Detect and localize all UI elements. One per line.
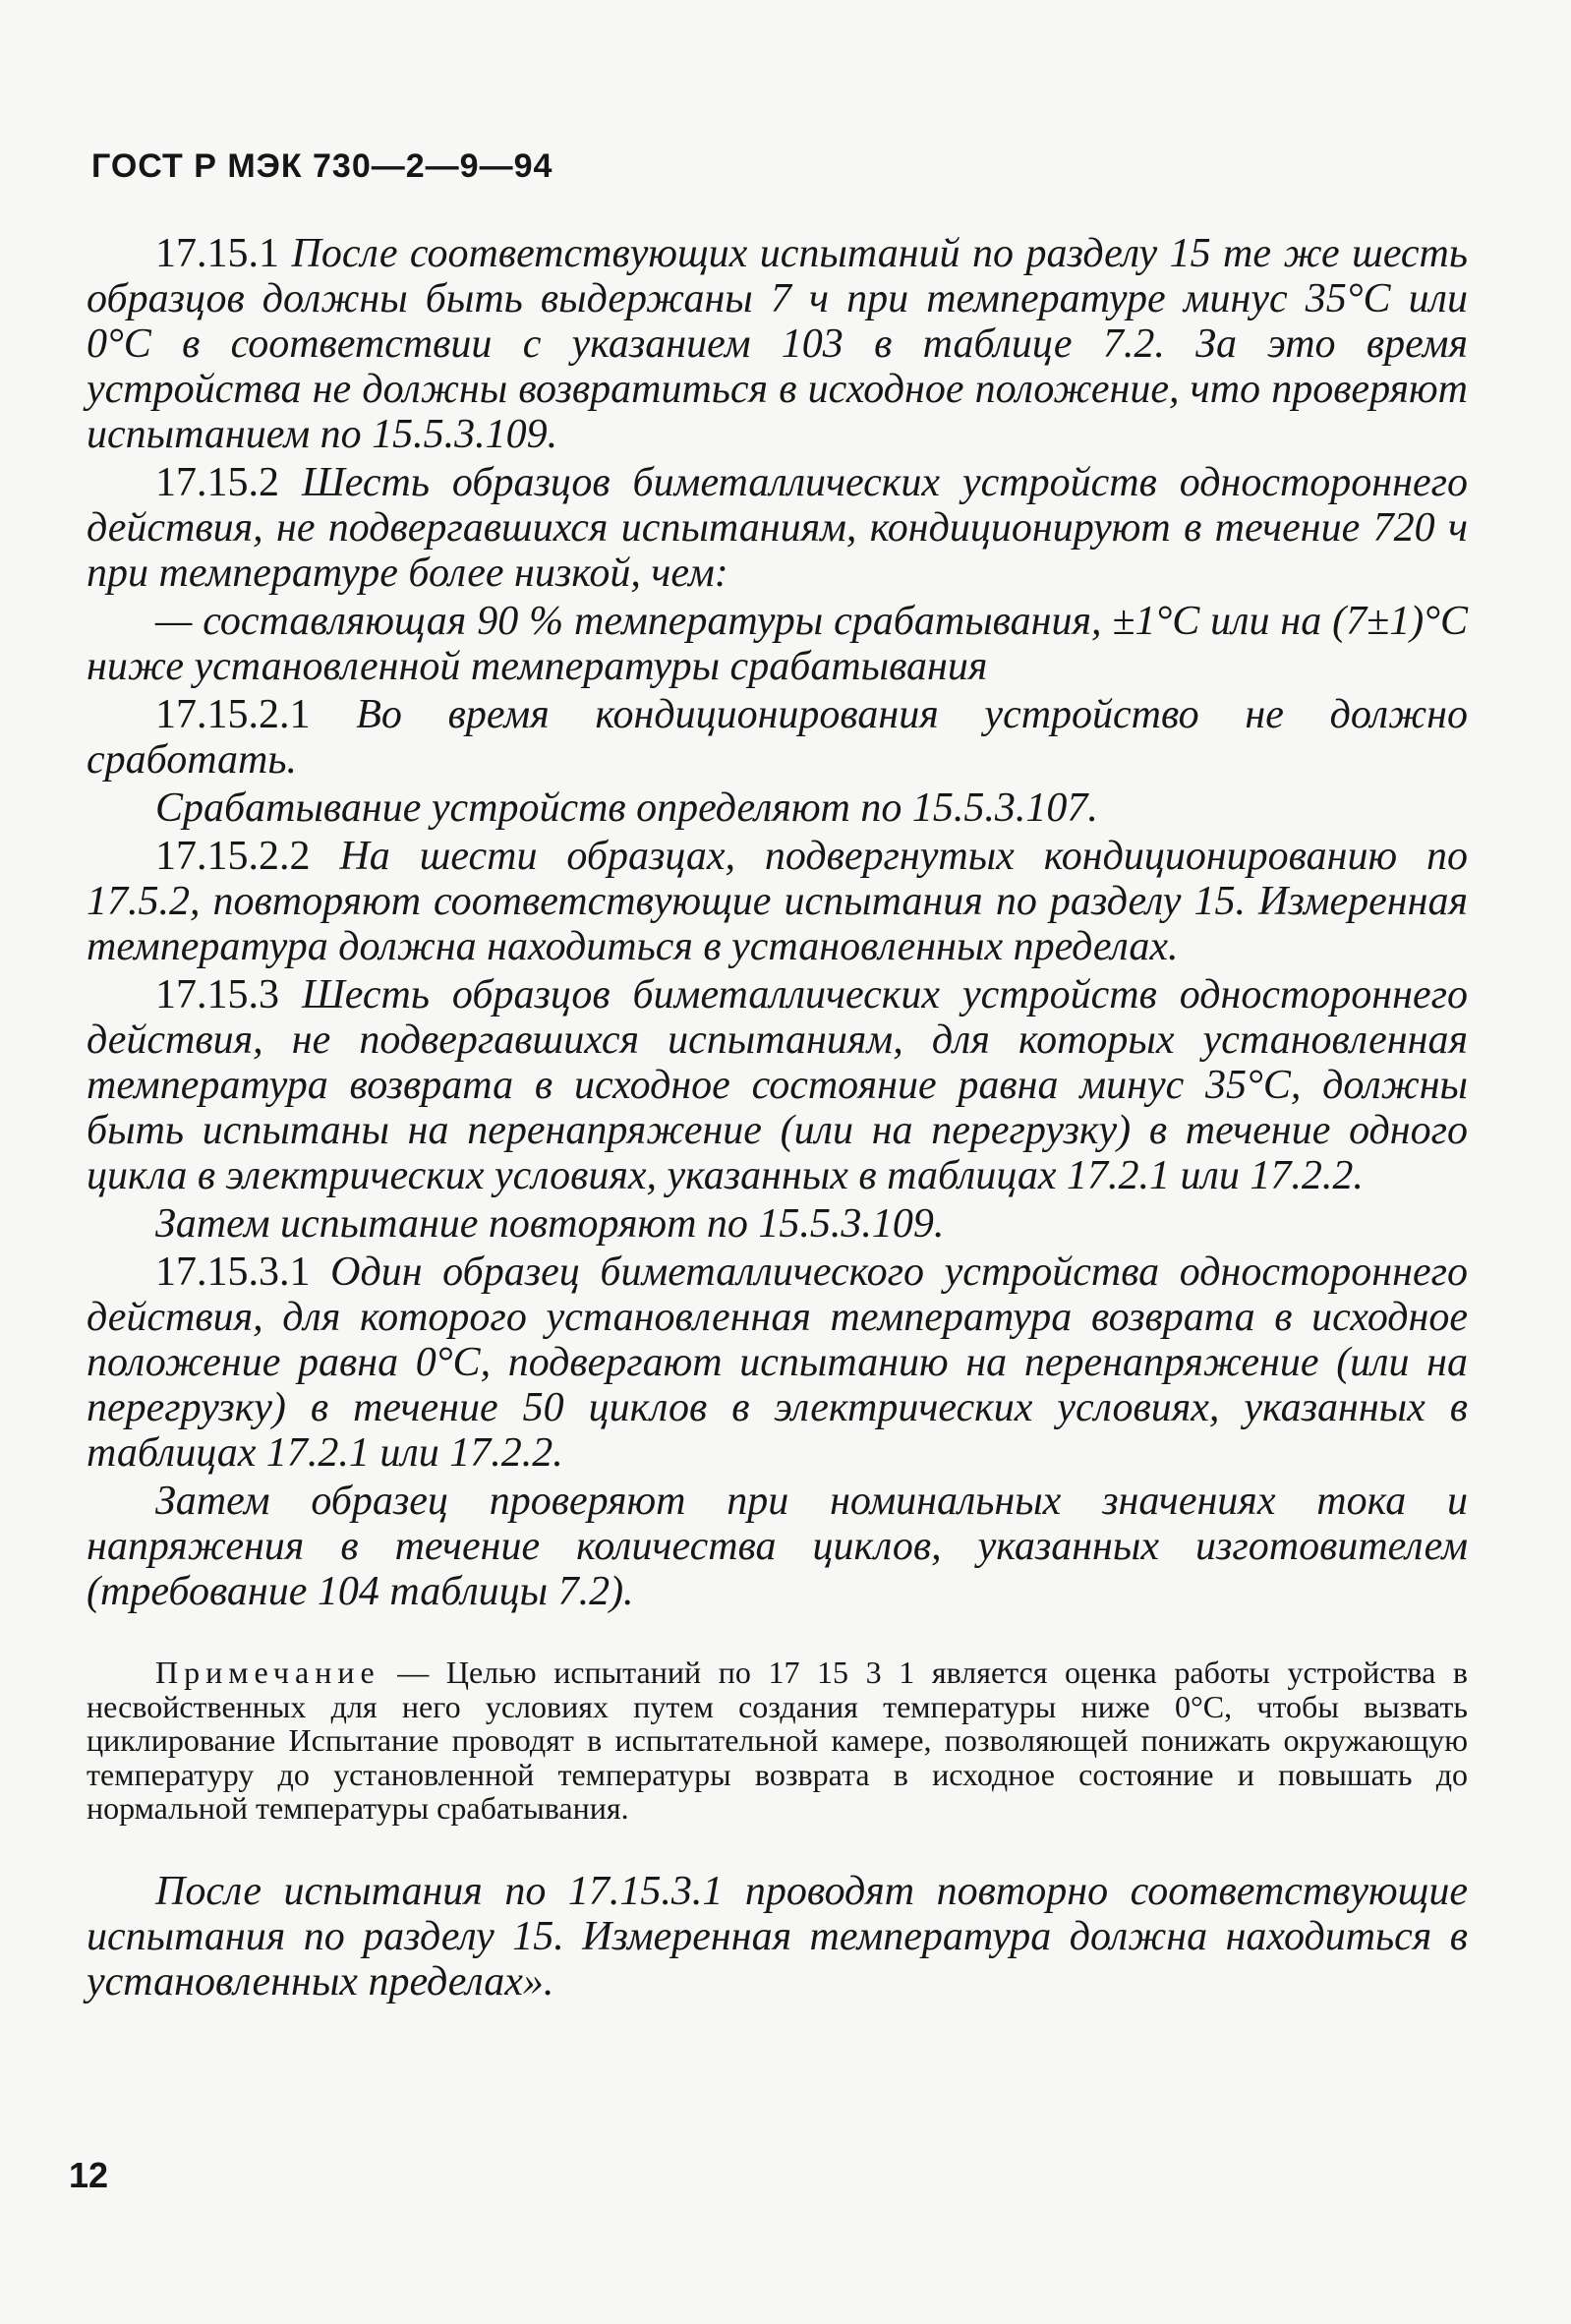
paragraph-text: Затем образец проверяют при номинальных значениях тока и напряжения в течение количества циклов, указанных изготовителем (требование 104 таблицы 7.2). [87, 1479, 1468, 1614]
paragraph-text: Затем испытание повторяют по 15.5.3.109. [155, 1201, 945, 1247]
note-label: Примечание [155, 1655, 380, 1690]
clause-number: 17.15.3 [155, 972, 279, 1017]
paragraph-17-15-2 [87, 460, 1468, 596]
paragraph-text: Шесть образцов биметаллических устройств одностороннего действия, не подвергавшихся испытаниям, для которых установленная температура возврата в исходное состояние равна минус 35°С, должны быть испытаны на перенапряжение (или на перегрузку) в течение одного цикла в электрических условиях, указанных в таблицах 17.2.1 или 17.2.2. [87, 972, 1468, 1198]
paragraph-17-15-2-1 [87, 692, 1468, 783]
paragraph-nominal-check [87, 1479, 1468, 1614]
clause-number: 17.15.1 [155, 231, 279, 276]
paragraph-text: Шесть образцов биметаллических устройств одностороннего действия, не подвергавшихся испытаниям, кондиционируют в течение 720 ч при температуре более низкой, чем: [87, 460, 1468, 596]
paragraph-17-15-3-1 [87, 1249, 1468, 1476]
paragraph-trigger-check [87, 785, 1468, 831]
paragraph-text: Один образец биметаллического устройства одностороннего действия, для которого установленная температура возврата в исходное положение равна 0°С, подвергают испытанию на перенапряжение (или на перегрузку) в течение 50 циклов в электрических условиях, указанных в таблицах 17.2.1 или 17.2.2. [87, 1249, 1468, 1476]
paragraph-17-15-3 [87, 972, 1468, 1198]
paragraph-repeat-test [87, 1201, 1468, 1247]
page-number: 12 [69, 2155, 109, 2195]
clause-number: 17.15.2.1 [155, 692, 311, 737]
paragraph-text: Срабатывание устройств определяют по 15.5.3.107. [155, 785, 1098, 831]
note-block [87, 1656, 1468, 1826]
closing-paragraph: После испытания по 17.15.3.1 проводят повторно соответствующие испытания по разделу 15. Измеренная температура должна находиться в установленных пределах». [87, 1868, 1468, 2004]
paragraph-17-15-1 [87, 231, 1468, 457]
paragraph-text: — составляющая 90 % температуры срабатывания, ±1°С или на (7±1)°С ниже установленной температуры срабатывания [87, 599, 1468, 689]
clause-number: 17.15.2.2 [155, 834, 311, 879]
paragraph-text: После соответствующих испытаний по разделу 15 те же шесть образцов должны быть выдержаны 7 ч при температуре минус 35°С или 0°С в соответствии с указанием 103 в таблице 7.2. За это время устройства не должны возвратиться в исходное положение, что проверяют испытанием по 15.5.3.109. [87, 231, 1469, 457]
clause-number: 17.15.2 [155, 460, 279, 505]
standard-header: ГОСТ Р МЭК 730—2—9—94 [91, 147, 553, 185]
paragraph-dash-item [87, 599, 1468, 689]
document-body [87, 231, 1468, 2004]
paragraph-17-15-2-2 [87, 834, 1468, 969]
paragraph-text: На шести образцах, подвергнутых кондиционированию по 17.5.2, повторяют соответствующие испытания по разделу 15. Измеренная температура должна находиться в установленных пределах. [87, 834, 1468, 969]
note-text: — Целью испытаний по 17 15 3 1 является оценка работы устройства в несвойственных для него условиях путем создания температуры ниже 0°С, чтобы вызвать циклирование Испытание проводят в испытательной камере, позволяющей понижать окружающую температуру до установленной температуры возврата в исходное состояние и повышать до нормальной температуры срабатывания. [87, 1655, 1468, 1826]
clause-number: 17.15.3.1 [155, 1249, 311, 1295]
paragraph-text: Во время кондиционирования устройство не должно сработать. [87, 692, 1468, 783]
